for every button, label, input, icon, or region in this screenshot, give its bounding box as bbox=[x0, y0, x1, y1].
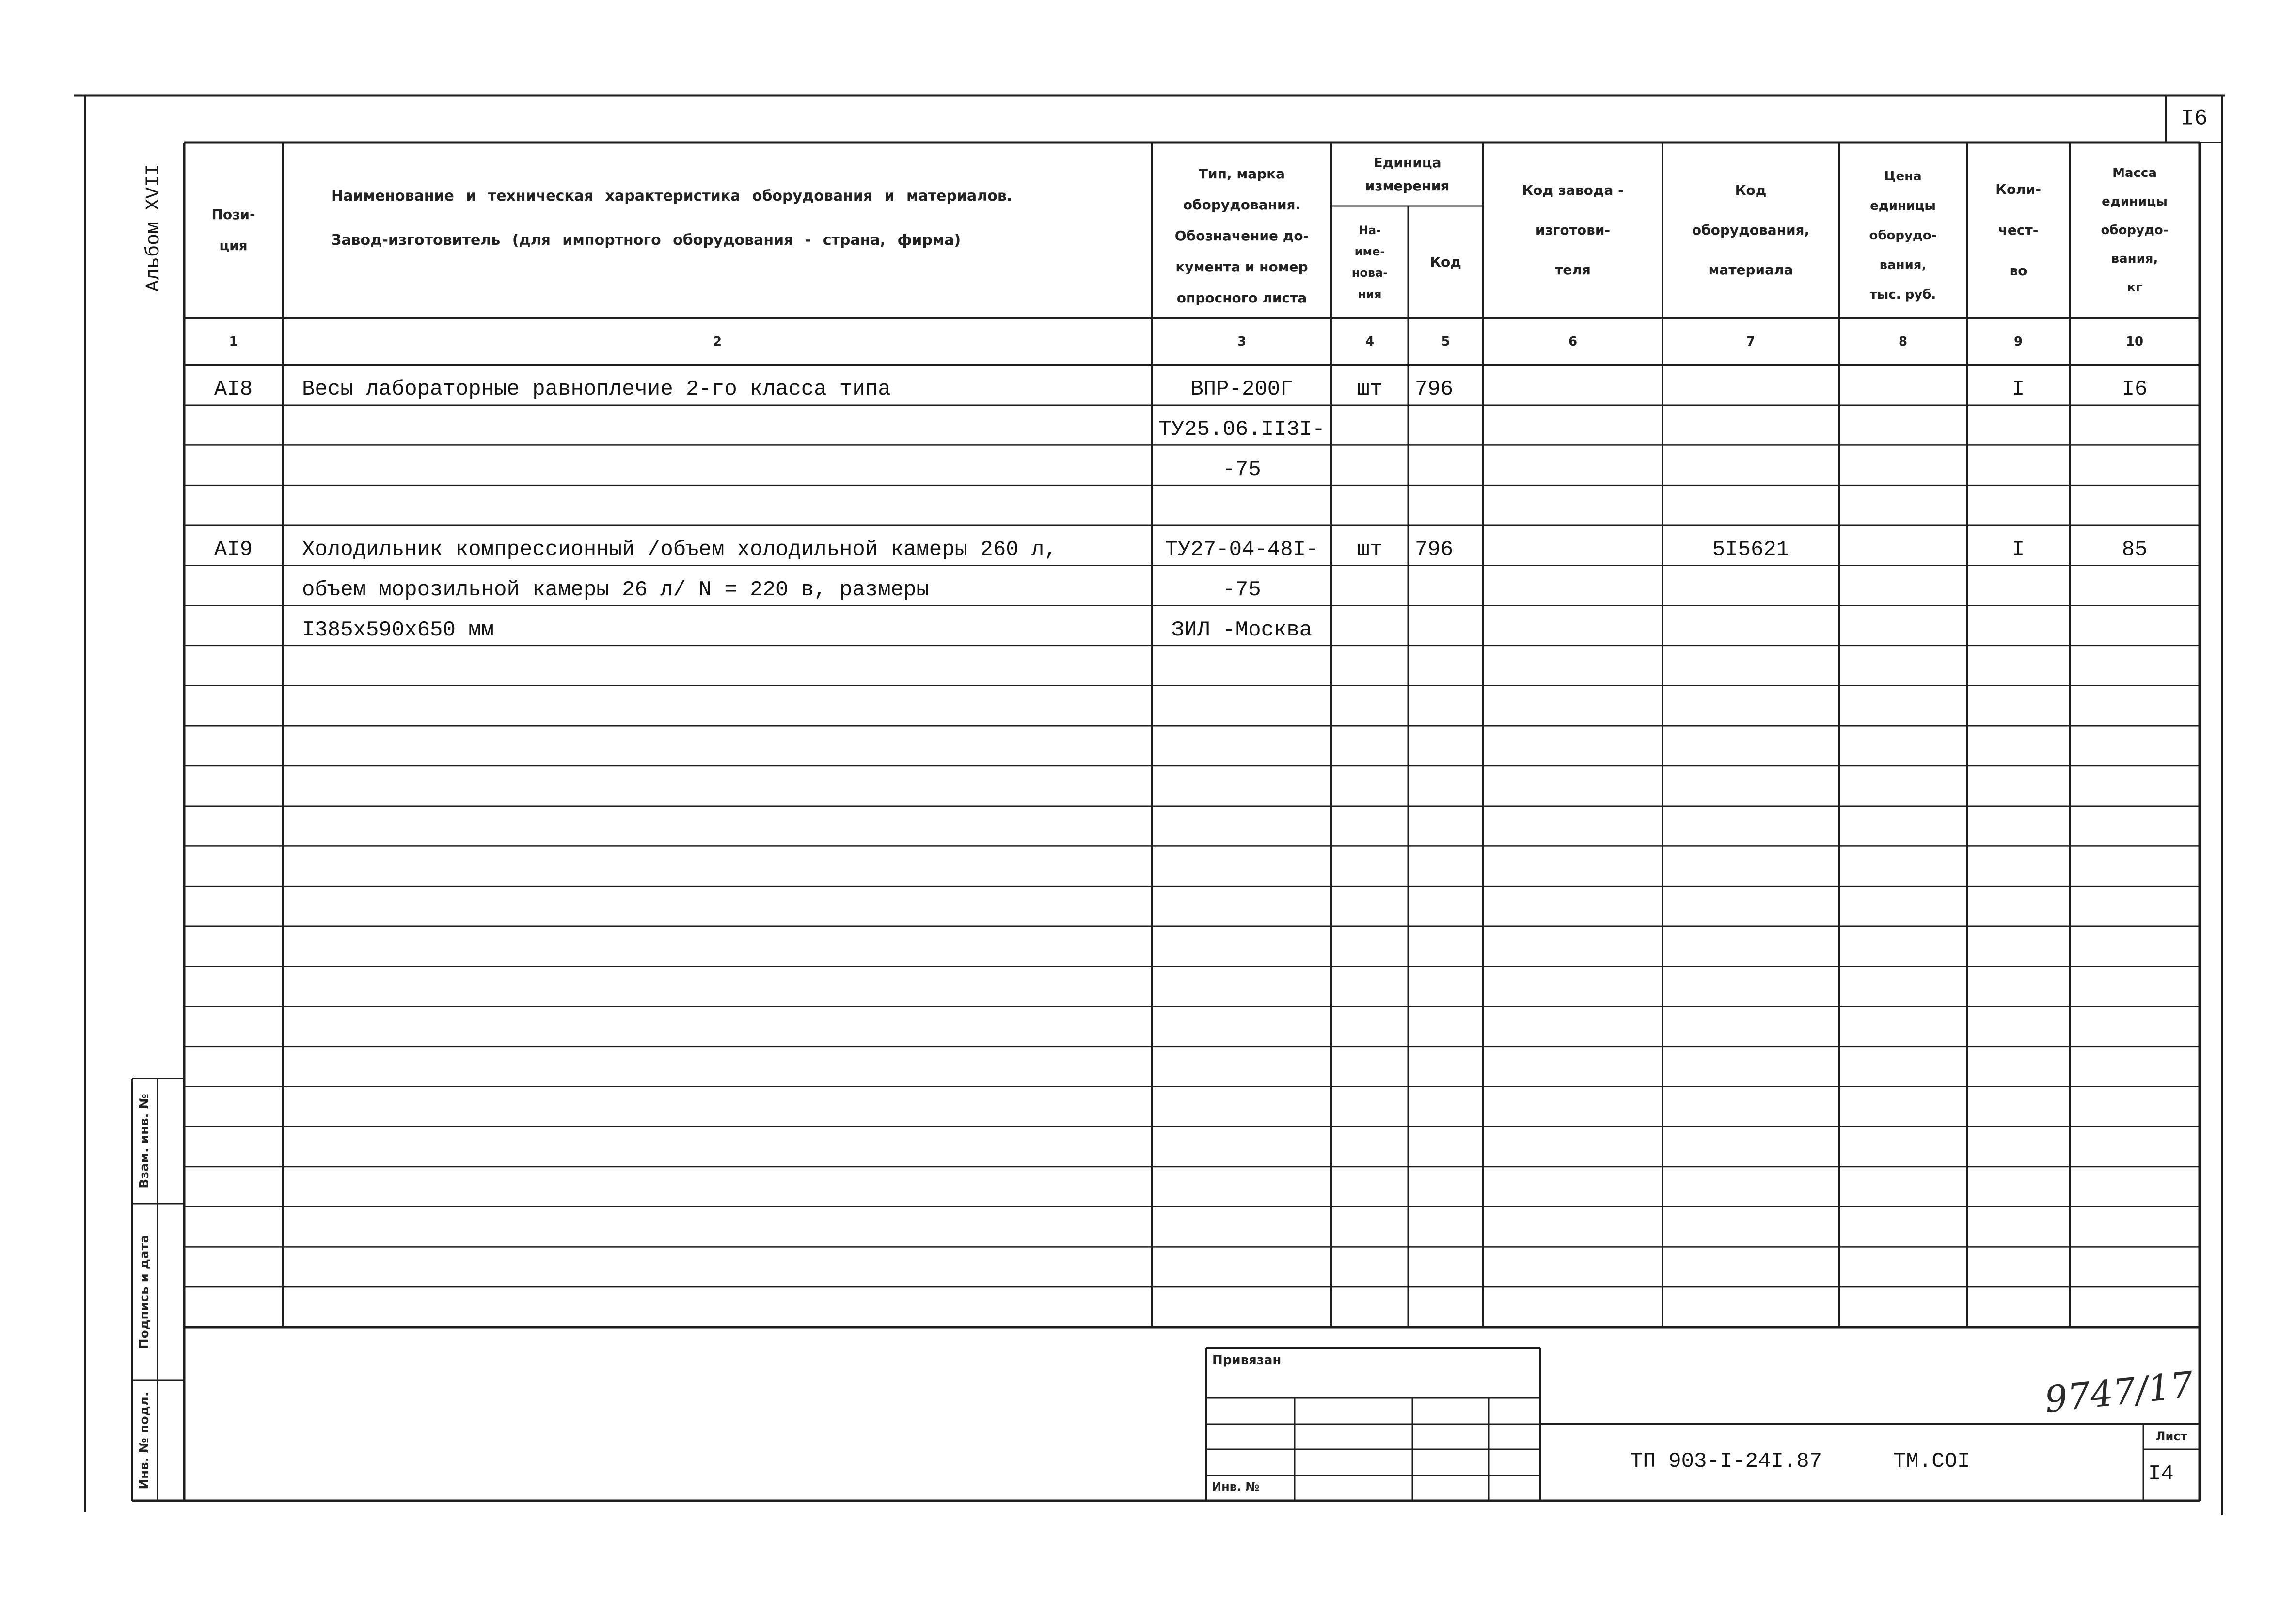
row-name: Весы лабораторные равноплечие 2-го класса типа bbox=[302, 377, 891, 402]
row-type: ТУ25.06.II3I- bbox=[1158, 417, 1325, 442]
header-manufacturer-code-line: теля bbox=[1555, 262, 1591, 278]
column-number: 4 bbox=[1365, 334, 1375, 349]
row-type: -75 bbox=[1222, 577, 1261, 602]
header-equipment-code bbox=[1663, 143, 1839, 318]
header-unit-group-line: измерения bbox=[1365, 177, 1450, 194]
row-position: AI8 bbox=[214, 377, 253, 402]
header-unit-price-line: вания, bbox=[1879, 257, 1927, 272]
header-unit-mass-line: оборудо- bbox=[2101, 222, 2169, 238]
header-unit-code bbox=[1408, 206, 1483, 318]
column-number: 1 bbox=[229, 334, 238, 349]
header-position bbox=[184, 143, 283, 318]
row-quantity: I bbox=[2011, 377, 2025, 402]
header-unit-mass bbox=[2070, 143, 2200, 318]
header-unit-group-line: Единица bbox=[1373, 154, 1441, 171]
column-number: 6 bbox=[1568, 334, 1578, 349]
header-unit-price bbox=[1839, 143, 1967, 318]
header-unit-name-line: име- bbox=[1354, 244, 1385, 258]
stamp-original-inventory: Инв. № подл. bbox=[137, 1392, 152, 1490]
inventory-label: Инв. № bbox=[1212, 1480, 1260, 1493]
header-unit-group bbox=[1331, 143, 1483, 206]
header-name-line: Наименование и техническая характеристика оборудования и материалов. bbox=[331, 188, 1013, 205]
header-quantity-line: Коли- bbox=[1995, 181, 2041, 197]
stamp-replacement-inventory: Взам. инв. № bbox=[137, 1094, 152, 1189]
column-number: 10 bbox=[2125, 334, 2144, 349]
sheet-number: I4 bbox=[2148, 1462, 2174, 1486]
header-manufacturer-code-line: изготови- bbox=[1535, 222, 1611, 238]
row-type: ТУ27-04-48I- bbox=[1165, 538, 1319, 562]
header-equipment-code-line: Код bbox=[1735, 182, 1767, 198]
header-quantity-line: чест- bbox=[1998, 222, 2039, 238]
album-label: Альбом XVII bbox=[143, 163, 165, 292]
header-manufacturer-code bbox=[1483, 143, 1663, 318]
row-unit-code: 796 bbox=[1415, 538, 1454, 562]
handwritten-number: 9747/17 bbox=[2043, 1364, 2196, 1421]
header-unit-price-line: единицы bbox=[1870, 198, 1936, 213]
header-manufacturer-code-line: Код завода - bbox=[1522, 182, 1624, 198]
row-mass: 85 bbox=[2122, 538, 2148, 562]
row-position: AI9 bbox=[214, 538, 253, 562]
header-type bbox=[1152, 143, 1331, 318]
header-unit-price-line: оборудо- bbox=[1869, 228, 1937, 243]
header-equipment-code-line: оборудования, bbox=[1692, 222, 1810, 238]
header-name bbox=[283, 143, 1152, 318]
header-position-line: ция bbox=[219, 238, 248, 254]
header-unit-code-line: Код bbox=[1430, 254, 1461, 270]
column-number: 7 bbox=[1746, 334, 1756, 349]
header-unit-mass-line: единицы bbox=[2102, 194, 2168, 209]
sheet-label: Лист bbox=[2155, 1429, 2187, 1444]
bound-label: Привязан bbox=[1212, 1353, 1282, 1367]
row-equipment-code: 5I5621 bbox=[1712, 538, 1789, 562]
row-type: ВПР-200Г bbox=[1190, 377, 1293, 402]
header-type-line: Тип, марка bbox=[1198, 166, 1285, 182]
header-type-line: опросного листа bbox=[1176, 290, 1307, 306]
sheet-number-top: I6 bbox=[2181, 106, 2208, 131]
row-unit-code: 796 bbox=[1415, 377, 1454, 402]
header-equipment-code-line: материала bbox=[1708, 262, 1793, 278]
column-number: 5 bbox=[1441, 334, 1450, 349]
header-type-line: кумента и номер bbox=[1175, 259, 1308, 275]
column-number: 2 bbox=[713, 334, 722, 349]
row-quantity: I bbox=[2011, 538, 2025, 562]
header-name-line: Завод-изготовитель (для импортного оборудования - страна, фирма) bbox=[331, 232, 961, 249]
header-position-line: Пози- bbox=[211, 206, 255, 222]
header-unit-mass-line: кг bbox=[2127, 280, 2142, 295]
header-unit-name bbox=[1331, 206, 1408, 318]
row-name: Холодильник компрессионный /объем холодильной камеры 260 л, bbox=[302, 538, 1057, 562]
header-unit-price-line: тыс. руб. bbox=[1869, 287, 1936, 302]
column-number: 8 bbox=[1898, 334, 1908, 349]
row-unit-name: шт bbox=[1357, 538, 1383, 562]
document-code: ТП 903-I-24I.87 bbox=[1630, 1449, 1822, 1474]
header-quantity-line: во bbox=[2009, 263, 2027, 279]
header-unit-mass-line: Масса bbox=[2112, 165, 2157, 180]
header-type-line: Обозначение до- bbox=[1174, 228, 1309, 244]
header-unit-name-line: На- bbox=[1358, 223, 1381, 237]
column-number: 3 bbox=[1237, 334, 1247, 349]
header-unit-mass-line: вания, bbox=[2111, 251, 2158, 266]
row-name: объем морозильной камеры 26 л/ N = 220 в, размеры bbox=[302, 577, 929, 602]
row-mass: I6 bbox=[2122, 377, 2148, 402]
header-unit-price-line: Цена bbox=[1884, 169, 1922, 184]
row-name: I385x590x650 мм bbox=[302, 618, 494, 642]
header-type-line: оборудования. bbox=[1183, 197, 1301, 213]
row-unit-name: шт bbox=[1357, 377, 1383, 402]
row-type: -75 bbox=[1222, 457, 1261, 482]
document-section: ТМ.СОI bbox=[1893, 1449, 1970, 1474]
header-quantity bbox=[1967, 143, 2070, 318]
column-number: 9 bbox=[2013, 334, 2023, 349]
header-unit-name-line: ния bbox=[1358, 287, 1382, 301]
stamp-signature-date: Подпись и дата bbox=[137, 1234, 152, 1349]
header-unit-name-line: нова- bbox=[1351, 266, 1388, 280]
row-type: ЗИЛ -Москва bbox=[1171, 618, 1313, 642]
